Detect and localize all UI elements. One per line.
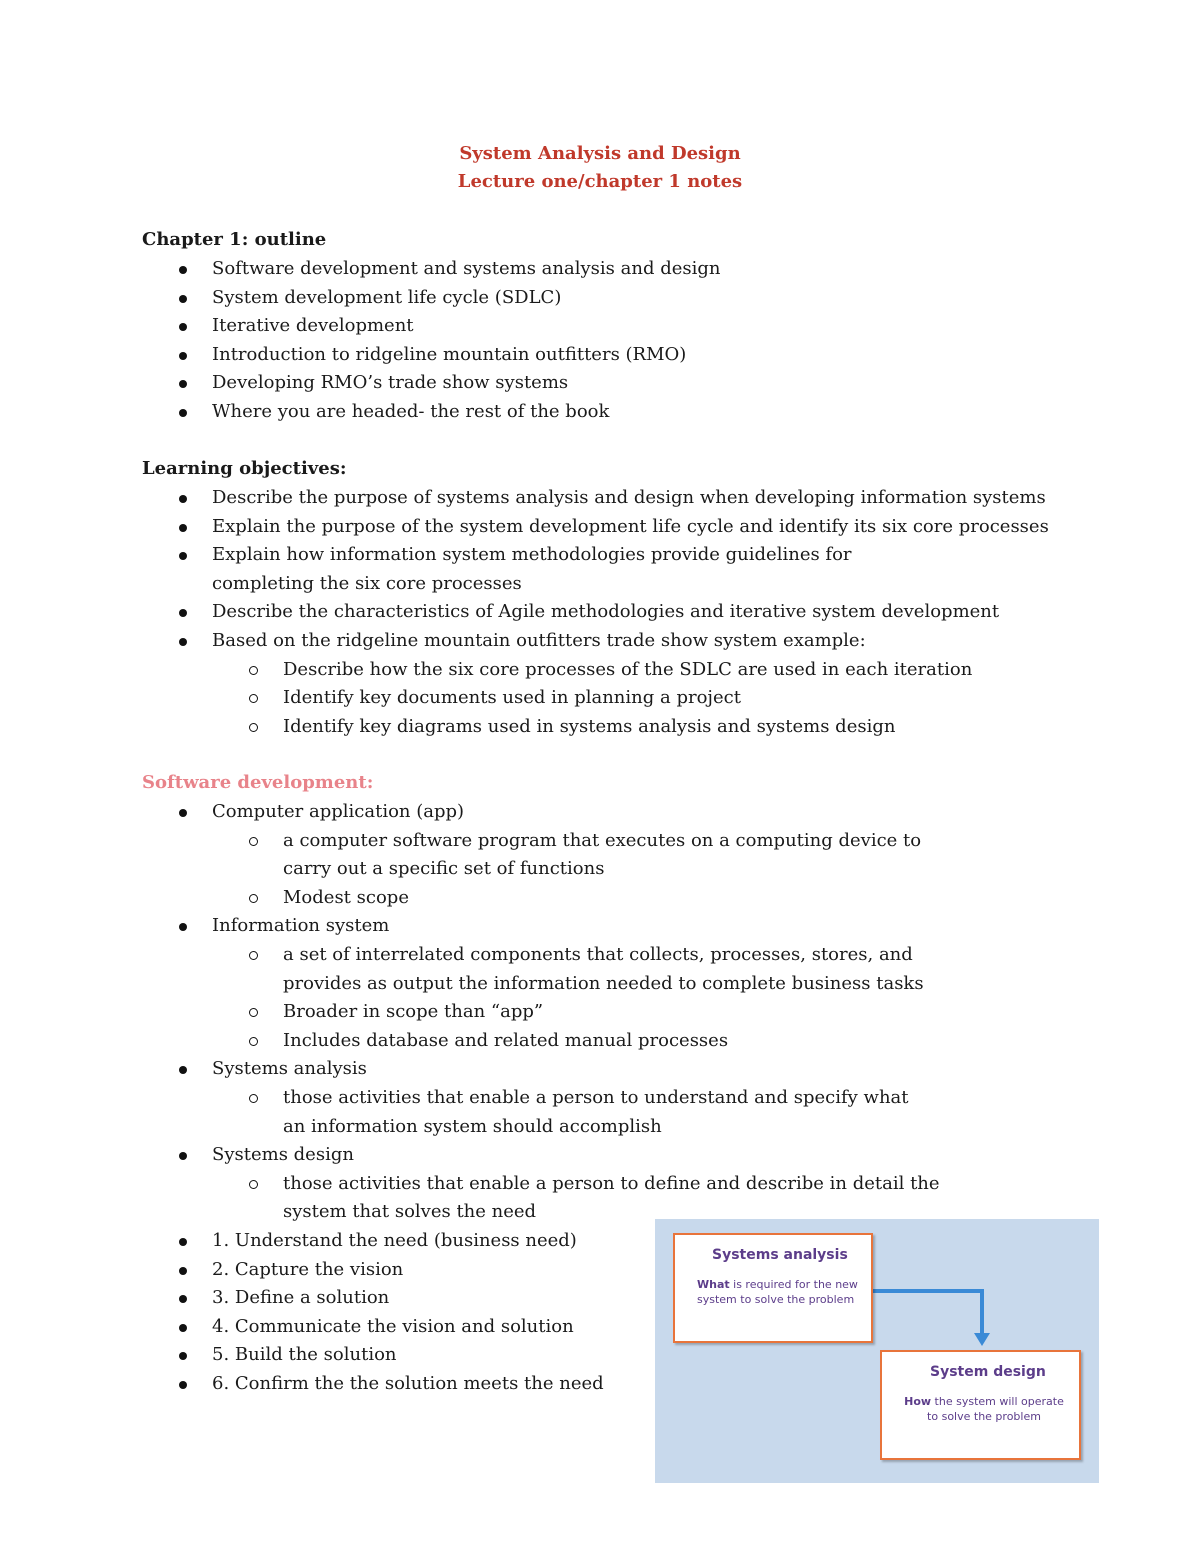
list-item: Where you are headed- the rest of the book	[0, 398, 1100, 427]
sub-list-item: a computer software program that executes on a computing device to carry out a specific set of functions	[0, 827, 1100, 884]
sub-list-item: Identify key diagrams used in systems analysis and systems design	[0, 713, 1100, 742]
list-item: Describe the characteristics of Agile methodologies and iterative system development	[0, 598, 1100, 627]
list-item: Systems analysis those activities that enable a person to understand and specify what an information system should accomplish	[0, 1055, 1100, 1141]
list-item: Software development and systems analysis and design	[0, 255, 1100, 284]
document-subtitle: Lecture one/chapter 1 notes	[457, 171, 743, 192]
list-item: Systems design those activities that enable a person to define and describe in detail the system that solves the need	[0, 1141, 1100, 1227]
sub-list	[212, 1084, 1100, 1141]
sub-list-item: Describe how the six core processes of the SDLC are used in each iteration	[0, 656, 1100, 685]
objectives-heading: Learning objectives:	[142, 458, 347, 479]
sub-list-item: Identify key documents used in planning a project	[0, 684, 1100, 713]
list-item: Explain the purpose of the system development life cycle and identify its six core processes	[0, 513, 1100, 542]
list-item: Computer application (app) a computer software program that executes on a computing device to carry out a specific set of functions Modest scope	[0, 798, 1100, 912]
sub-list-item: those activities that enable a person to define and describe in detail the system that solves the need	[0, 1170, 1100, 1227]
list-item: System development life cycle (SDLC)	[0, 284, 1100, 313]
sub-list-item: a set of interrelated components that collects, processes, stores, and provides as output the information needed to complete business tasks	[0, 941, 1100, 998]
list-item: Introduction to ridgeline mountain outfitters (RMO)	[0, 341, 1100, 370]
sub-list	[212, 656, 1100, 742]
sub-list-item: Broader in scope than “app”	[0, 998, 1100, 1027]
sub-list-item: those activities that enable a person to understand and specify what an information system should accomplish	[0, 1084, 1100, 1141]
software-heading: Software development:	[142, 772, 374, 793]
outline-list	[0, 255, 1100, 427]
list-item: Information system a set of interrelated components that collects, processes, stores, and provides as output the information needed to complete business tasks Broader in scope than “app” Includes database and related manual processes	[0, 912, 1100, 1055]
box-title: Systems analysis	[712, 1247, 848, 1263]
sub-list	[212, 941, 1100, 1055]
list-item: 6. Confirm the the solution meets the need	[0, 1370, 1100, 1399]
list-item: Developing RMO’s trade show systems	[0, 369, 1100, 398]
list-item: 3. Define a solution	[0, 1284, 1100, 1313]
list-item: Describe the purpose of systems analysis and design when developing information systems	[0, 484, 1100, 513]
list-item: Iterative development	[0, 312, 1100, 341]
list-item: 5. Build the solution	[0, 1341, 1100, 1370]
list-item: Explain how information system methodologies provide guidelines for completing the six core processes	[0, 541, 1100, 598]
list-item: 4. Communicate the vision and solution	[0, 1313, 1100, 1342]
list-item: 1. Understand the need (business need)	[0, 1227, 1100, 1256]
list-item: Based on the ridgeline mountain outfitters trade show system example: Describe how the six core processes of the SDLC are used in each iteration Identify key documents used in planning a project Identify key diagrams used in systems analysis and systems design	[0, 627, 1100, 741]
system-design-box	[880, 1350, 1081, 1460]
outline-heading: Chapter 1: outline	[142, 229, 327, 250]
analysis-design-figure	[655, 1219, 1099, 1483]
sub-list-item: Modest scope	[0, 884, 1100, 913]
list-item: 2. Capture the vision	[0, 1256, 1100, 1285]
box-title: System design	[930, 1364, 1046, 1380]
box-description: How the system will operate to solve the problem	[904, 1395, 1064, 1423]
sub-list-item: Includes database and related manual processes	[0, 1027, 1100, 1056]
sub-list	[212, 827, 1100, 913]
objectives-list	[0, 484, 1100, 741]
document-title: System Analysis and Design	[459, 143, 741, 164]
systems-analysis-box	[673, 1233, 873, 1343]
box-description: What is required for the new system to solve the problem	[697, 1278, 858, 1306]
